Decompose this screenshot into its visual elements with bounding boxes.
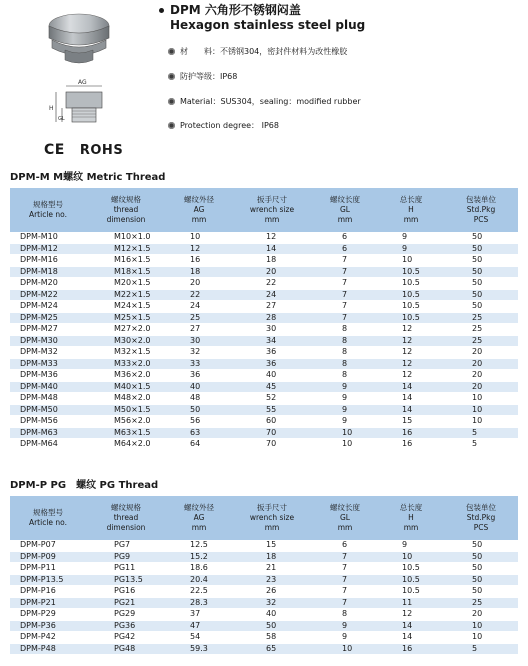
table-cell: 12 <box>378 609 444 621</box>
table-cell: 40 <box>232 370 312 382</box>
table-cell: 10 <box>312 427 378 439</box>
table-cell: 70 <box>232 427 312 439</box>
title-block <box>170 3 365 33</box>
table-cell: DPM-M27 <box>10 324 86 336</box>
spec-text: Material：SUS304，sealing：modified rubber <box>180 97 361 106</box>
table-cell: 14 <box>378 381 444 393</box>
table-cell: 11 <box>378 597 444 609</box>
table-cell: 47 <box>166 620 232 632</box>
table-cell: 9 <box>312 393 378 405</box>
table-cell: 12 <box>232 232 312 243</box>
table-cell: DPM-M20 <box>10 278 86 290</box>
table-cell: M48×2.0 <box>86 393 166 405</box>
table-row <box>10 255 518 267</box>
table-cell: M25×1.5 <box>86 312 166 324</box>
table-cell: 7 <box>312 278 378 290</box>
table-cell: 12 <box>166 243 232 255</box>
bullet-icon <box>168 73 175 80</box>
table-cell: 20 <box>444 370 518 382</box>
table-cell: DPM-M16 <box>10 255 86 267</box>
table-cell: 26 <box>232 586 312 598</box>
table-cell: 56 <box>166 416 232 428</box>
table-cell: 34 <box>232 335 312 347</box>
table-cell: PG13.5 <box>86 574 166 586</box>
table-cell: 18 <box>232 255 312 267</box>
table-cell: DPM-P09 <box>10 551 86 563</box>
table-cell: 15 <box>232 540 312 551</box>
table-row <box>10 609 518 621</box>
column-header: 扳手尺寸 wrench size mm <box>232 188 312 232</box>
table-cell: M12×1.5 <box>86 243 166 255</box>
table-cell: 27 <box>166 324 232 336</box>
table-cell: 27 <box>232 301 312 313</box>
column-header: 规格型号 Article no. <box>10 188 86 232</box>
table-cell: 10.5 <box>378 586 444 598</box>
table-cell: DPM-M32 <box>10 347 86 359</box>
table-cell: 50 <box>444 289 518 301</box>
table-row <box>10 427 518 439</box>
table-cell: DPM-M48 <box>10 393 86 405</box>
table-cell: 10.5 <box>378 266 444 278</box>
table-row <box>10 301 518 313</box>
diagram-label-ag: AG <box>78 79 87 86</box>
table-cell: PG11 <box>86 563 166 575</box>
table-cell: DPM-P13.5 <box>10 574 86 586</box>
table-cell: 70 <box>232 439 312 451</box>
table-cell: 14 <box>378 393 444 405</box>
table-cell: 45 <box>232 381 312 393</box>
table-row <box>10 324 518 336</box>
column-header: 螺纹外径 AG mm <box>166 188 232 232</box>
column-header: 规格型号 Article no. <box>10 496 86 540</box>
table-cell: 50 <box>444 278 518 290</box>
table-cell: 50 <box>444 586 518 598</box>
table-cell: 60 <box>232 416 312 428</box>
table-row <box>10 574 518 586</box>
table-cell: 9 <box>312 632 378 644</box>
column-header: 螺纹规格 thread dimension <box>86 188 166 232</box>
table-cell: 9 <box>378 232 444 243</box>
table-cell: 12 <box>378 347 444 359</box>
table-cell: 10 <box>166 232 232 243</box>
table-cell: DPM-M10 <box>10 232 86 243</box>
table-cell: 25 <box>444 597 518 609</box>
diagram-label-h: H <box>49 105 54 112</box>
table-cell: 9 <box>312 381 378 393</box>
table-cell: 36 <box>166 370 232 382</box>
table-cell: 20 <box>166 278 232 290</box>
table-cell: 50 <box>444 574 518 586</box>
table-cell: 7 <box>312 301 378 313</box>
table-cell: DPM-M12 <box>10 243 86 255</box>
table-cell: PG29 <box>86 609 166 621</box>
table-cell: 9 <box>312 404 378 416</box>
table-row <box>10 404 518 416</box>
dimension-diagram <box>44 78 124 128</box>
table-row <box>10 632 518 644</box>
table-cell: DPM-P16 <box>10 586 86 598</box>
table-cell: 10.5 <box>378 289 444 301</box>
table-cell: M10×1.0 <box>86 232 166 243</box>
table-row <box>10 243 518 255</box>
table-cell: 16 <box>378 439 444 451</box>
table-cell: 10 <box>378 551 444 563</box>
table-cell: DPM-P21 <box>10 597 86 609</box>
certification-marks <box>44 142 123 158</box>
table-cell: 20 <box>444 381 518 393</box>
table-cell: 25 <box>444 324 518 336</box>
table-cell: 10 <box>444 393 518 405</box>
table-cell: 10 <box>444 404 518 416</box>
column-header: 扳手尺寸 wrench size mm <box>232 496 312 540</box>
table-cell: PG36 <box>86 620 166 632</box>
table-cell: 64 <box>166 439 232 451</box>
table-cell: 16 <box>378 427 444 439</box>
table-cell: M22×1.5 <box>86 289 166 301</box>
column-header: 螺纹长度 GL mm <box>312 496 378 540</box>
table-body <box>10 540 518 655</box>
table-cell: 58 <box>232 632 312 644</box>
table-row <box>10 358 518 370</box>
table-cell: M27×2.0 <box>86 324 166 336</box>
table-cell: 8 <box>312 335 378 347</box>
spec-protection-cn <box>168 71 237 82</box>
table-cell: DPM-M18 <box>10 266 86 278</box>
table-cell: 8 <box>312 358 378 370</box>
table-cell: 12 <box>378 358 444 370</box>
table-cell: 10 <box>312 439 378 451</box>
table-cell: 50 <box>444 540 518 551</box>
table-cell: 10.5 <box>378 301 444 313</box>
table-cell: 15.2 <box>166 551 232 563</box>
table-cell: PG48 <box>86 643 166 655</box>
table-cell: 18.6 <box>166 563 232 575</box>
spec-material-en <box>168 96 361 107</box>
table-cell: DPM-M64 <box>10 439 86 451</box>
table-cell: 50 <box>444 563 518 575</box>
table-cell: 12.5 <box>166 540 232 551</box>
table-row <box>10 563 518 575</box>
table-row <box>10 347 518 359</box>
table-cell: DPM-P36 <box>10 620 86 632</box>
table-cell: 20 <box>232 266 312 278</box>
table-cell: 8 <box>312 609 378 621</box>
table-cell: DPM-M40 <box>10 381 86 393</box>
table-cell: 7 <box>312 586 378 598</box>
table-cell: 55 <box>232 404 312 416</box>
table-cell: 8 <box>312 324 378 336</box>
table-cell: 9 <box>312 620 378 632</box>
rohs-mark: ROHS <box>79 143 124 158</box>
column-header: 螺纹规格 thread dimension <box>86 496 166 540</box>
table-cell: DPM-M30 <box>10 335 86 347</box>
table-row <box>10 289 518 301</box>
table-cell: 7 <box>312 574 378 586</box>
table-cell: 54 <box>166 632 232 644</box>
column-header: 总长度 H mm <box>378 188 444 232</box>
table-cell: 10.5 <box>378 278 444 290</box>
table-cell: DPM-M63 <box>10 427 86 439</box>
table-cell: 50 <box>444 243 518 255</box>
bullet-icon <box>168 122 175 129</box>
table-cell: 50 <box>444 255 518 267</box>
table-row <box>10 393 518 405</box>
spec-protection-en <box>168 120 279 131</box>
table-cell: 12 <box>378 370 444 382</box>
column-header: 螺纹长度 GL mm <box>312 188 378 232</box>
table-cell: 10 <box>444 632 518 644</box>
table-cell: 10 <box>312 643 378 655</box>
metric-thread-table <box>10 188 518 451</box>
spec-text: 材 料：不锈钢304，密封件材料为改性橡胶 <box>180 47 348 56</box>
table-cell: DPM-M56 <box>10 416 86 428</box>
table-cell: 6 <box>312 540 378 551</box>
table-cell: 18 <box>166 266 232 278</box>
table-cell: PG7 <box>86 540 166 551</box>
table-cell: 16 <box>166 255 232 267</box>
table-cell: PG16 <box>86 586 166 598</box>
table-cell: DPM-M24 <box>10 301 86 313</box>
table-cell: DPM-P48 <box>10 643 86 655</box>
table-cell: 16 <box>378 643 444 655</box>
table-cell: M18×1.5 <box>86 266 166 278</box>
table-cell: M40×1.5 <box>86 381 166 393</box>
table-row <box>10 266 518 278</box>
column-header: 螺纹外径 AG mm <box>166 496 232 540</box>
table-cell: 30 <box>166 335 232 347</box>
table-row <box>10 312 518 324</box>
table-cell: 10 <box>378 255 444 267</box>
table-cell: 33 <box>166 358 232 370</box>
spec-material-cn <box>168 46 347 57</box>
table-cell: 14 <box>378 620 444 632</box>
table-cell: 10 <box>444 620 518 632</box>
table-cell: 63 <box>166 427 232 439</box>
table-cell: M50×1.5 <box>86 404 166 416</box>
table-row <box>10 335 518 347</box>
section-title-metric: DPM-M M螺纹 Metric Thread <box>10 172 166 183</box>
table-cell: 10.5 <box>378 563 444 575</box>
table-cell: 24 <box>232 289 312 301</box>
table-cell: 7 <box>312 597 378 609</box>
table-row <box>10 278 518 290</box>
table-cell: 50 <box>444 266 518 278</box>
table-cell: DPM-M50 <box>10 404 86 416</box>
table-row <box>10 643 518 655</box>
table-cell: DPM-M36 <box>10 370 86 382</box>
diagram-label-gl: GL <box>58 116 65 122</box>
table-row <box>10 551 518 563</box>
table-cell: 50 <box>166 404 232 416</box>
table-cell: DPM-P29 <box>10 609 86 621</box>
table-cell: 7 <box>312 266 378 278</box>
table-row <box>10 620 518 632</box>
table-cell: 40 <box>232 609 312 621</box>
table-cell: DPM-P11 <box>10 563 86 575</box>
table-cell: 50 <box>444 301 518 313</box>
table-cell: 5 <box>444 427 518 439</box>
table-cell: 20 <box>444 358 518 370</box>
table-cell: DPM-M22 <box>10 289 86 301</box>
table-cell: 7 <box>312 312 378 324</box>
table-cell: 15 <box>378 416 444 428</box>
table-row <box>10 439 518 451</box>
table-cell: 25 <box>444 335 518 347</box>
table-cell: 36 <box>232 347 312 359</box>
table-cell: 14 <box>232 243 312 255</box>
table-cell: M64×2.0 <box>86 439 166 451</box>
table-cell: 37 <box>166 609 232 621</box>
table-cell: PG21 <box>86 597 166 609</box>
table-header-row <box>10 496 518 540</box>
table-cell: DPM-M33 <box>10 358 86 370</box>
page-title-chinese: DPM 六角形不锈钢闷盖 <box>170 3 301 17</box>
table-cell: 22.5 <box>166 586 232 598</box>
table-cell: M30×2.0 <box>86 335 166 347</box>
table-cell: 5 <box>444 439 518 451</box>
table-cell: 32 <box>232 597 312 609</box>
table-cell: 28.3 <box>166 597 232 609</box>
table-cell: 14 <box>378 632 444 644</box>
table-cell: 28 <box>232 312 312 324</box>
table-cell: 7 <box>312 289 378 301</box>
table-cell: 25 <box>166 312 232 324</box>
table-cell: 12 <box>378 324 444 336</box>
table-row <box>10 540 518 551</box>
spec-text: 防护等级：IP68 <box>180 72 238 81</box>
table-cell: 12 <box>378 335 444 347</box>
table-cell: 7 <box>312 255 378 267</box>
table-row <box>10 381 518 393</box>
table-cell: 59.3 <box>166 643 232 655</box>
table-cell: 18 <box>232 551 312 563</box>
table-cell: 50 <box>232 620 312 632</box>
table-cell: 30 <box>232 324 312 336</box>
table-cell: M63×1.5 <box>86 427 166 439</box>
table-cell: 5 <box>444 643 518 655</box>
table-cell: 8 <box>312 347 378 359</box>
table-cell: 50 <box>444 551 518 563</box>
table-cell: 7 <box>312 551 378 563</box>
table-cell: 24 <box>166 301 232 313</box>
table-cell: M32×1.5 <box>86 347 166 359</box>
column-header: 包装单位 Std.Pkg PCS <box>444 496 518 540</box>
table-cell: 20.4 <box>166 574 232 586</box>
table-cell: 9 <box>378 540 444 551</box>
table-cell: 14 <box>378 404 444 416</box>
table-cell: 52 <box>232 393 312 405</box>
table-cell: 8 <box>312 370 378 382</box>
table-cell: DPM-M25 <box>10 312 86 324</box>
section-title-pg: DPM-P PG 螺纹 PG Thread <box>10 480 159 491</box>
table-cell: M24×1.5 <box>86 301 166 313</box>
table-cell: DPM-P07 <box>10 540 86 551</box>
table-cell: 7 <box>312 563 378 575</box>
table-cell: 22 <box>166 289 232 301</box>
pg-thread-table <box>10 496 518 655</box>
table-row <box>10 370 518 382</box>
table-cell: 6 <box>312 232 378 243</box>
table-cell: 9 <box>312 416 378 428</box>
table-cell: M33×2.0 <box>86 358 166 370</box>
title-bullet-icon <box>159 8 164 13</box>
table-cell: 65 <box>232 643 312 655</box>
table-cell: 36 <box>232 358 312 370</box>
table-cell: DPM-P42 <box>10 632 86 644</box>
table-row <box>10 416 518 428</box>
table-cell: 22 <box>232 278 312 290</box>
table-header-row <box>10 188 518 232</box>
ce-mark: CE <box>44 142 65 158</box>
table-body <box>10 232 518 450</box>
table-cell: 20 <box>444 347 518 359</box>
bullet-icon <box>168 98 175 105</box>
table-cell: 9 <box>378 243 444 255</box>
table-cell: 21 <box>232 563 312 575</box>
table-row <box>10 597 518 609</box>
table-row <box>10 586 518 598</box>
table-cell: 48 <box>166 393 232 405</box>
page-title-english: Hexagon stainless steel plug <box>170 18 366 32</box>
column-header: 包装单位 Std.Pkg PCS <box>444 188 518 232</box>
table-cell: M56×2.0 <box>86 416 166 428</box>
table-cell: M16×1.5 <box>86 255 166 267</box>
table-cell: 10.5 <box>378 312 444 324</box>
product-photo <box>40 8 118 70</box>
table-cell: 10 <box>444 416 518 428</box>
bullet-icon <box>168 48 175 55</box>
table-cell: 10.5 <box>378 574 444 586</box>
table-cell: 40 <box>166 381 232 393</box>
column-header: 总长度 H mm <box>378 496 444 540</box>
table-cell: PG9 <box>86 551 166 563</box>
table-cell: 23 <box>232 574 312 586</box>
table-cell: PG42 <box>86 632 166 644</box>
spec-text: Protection degree： IP68 <box>180 121 279 130</box>
table-cell: 32 <box>166 347 232 359</box>
table-cell: 50 <box>444 232 518 243</box>
table-cell: 20 <box>444 609 518 621</box>
table-row <box>10 232 518 243</box>
table-cell: 6 <box>312 243 378 255</box>
table-cell: M36×2.0 <box>86 370 166 382</box>
table-cell: M20×1.5 <box>86 278 166 290</box>
table-cell: 25 <box>444 312 518 324</box>
